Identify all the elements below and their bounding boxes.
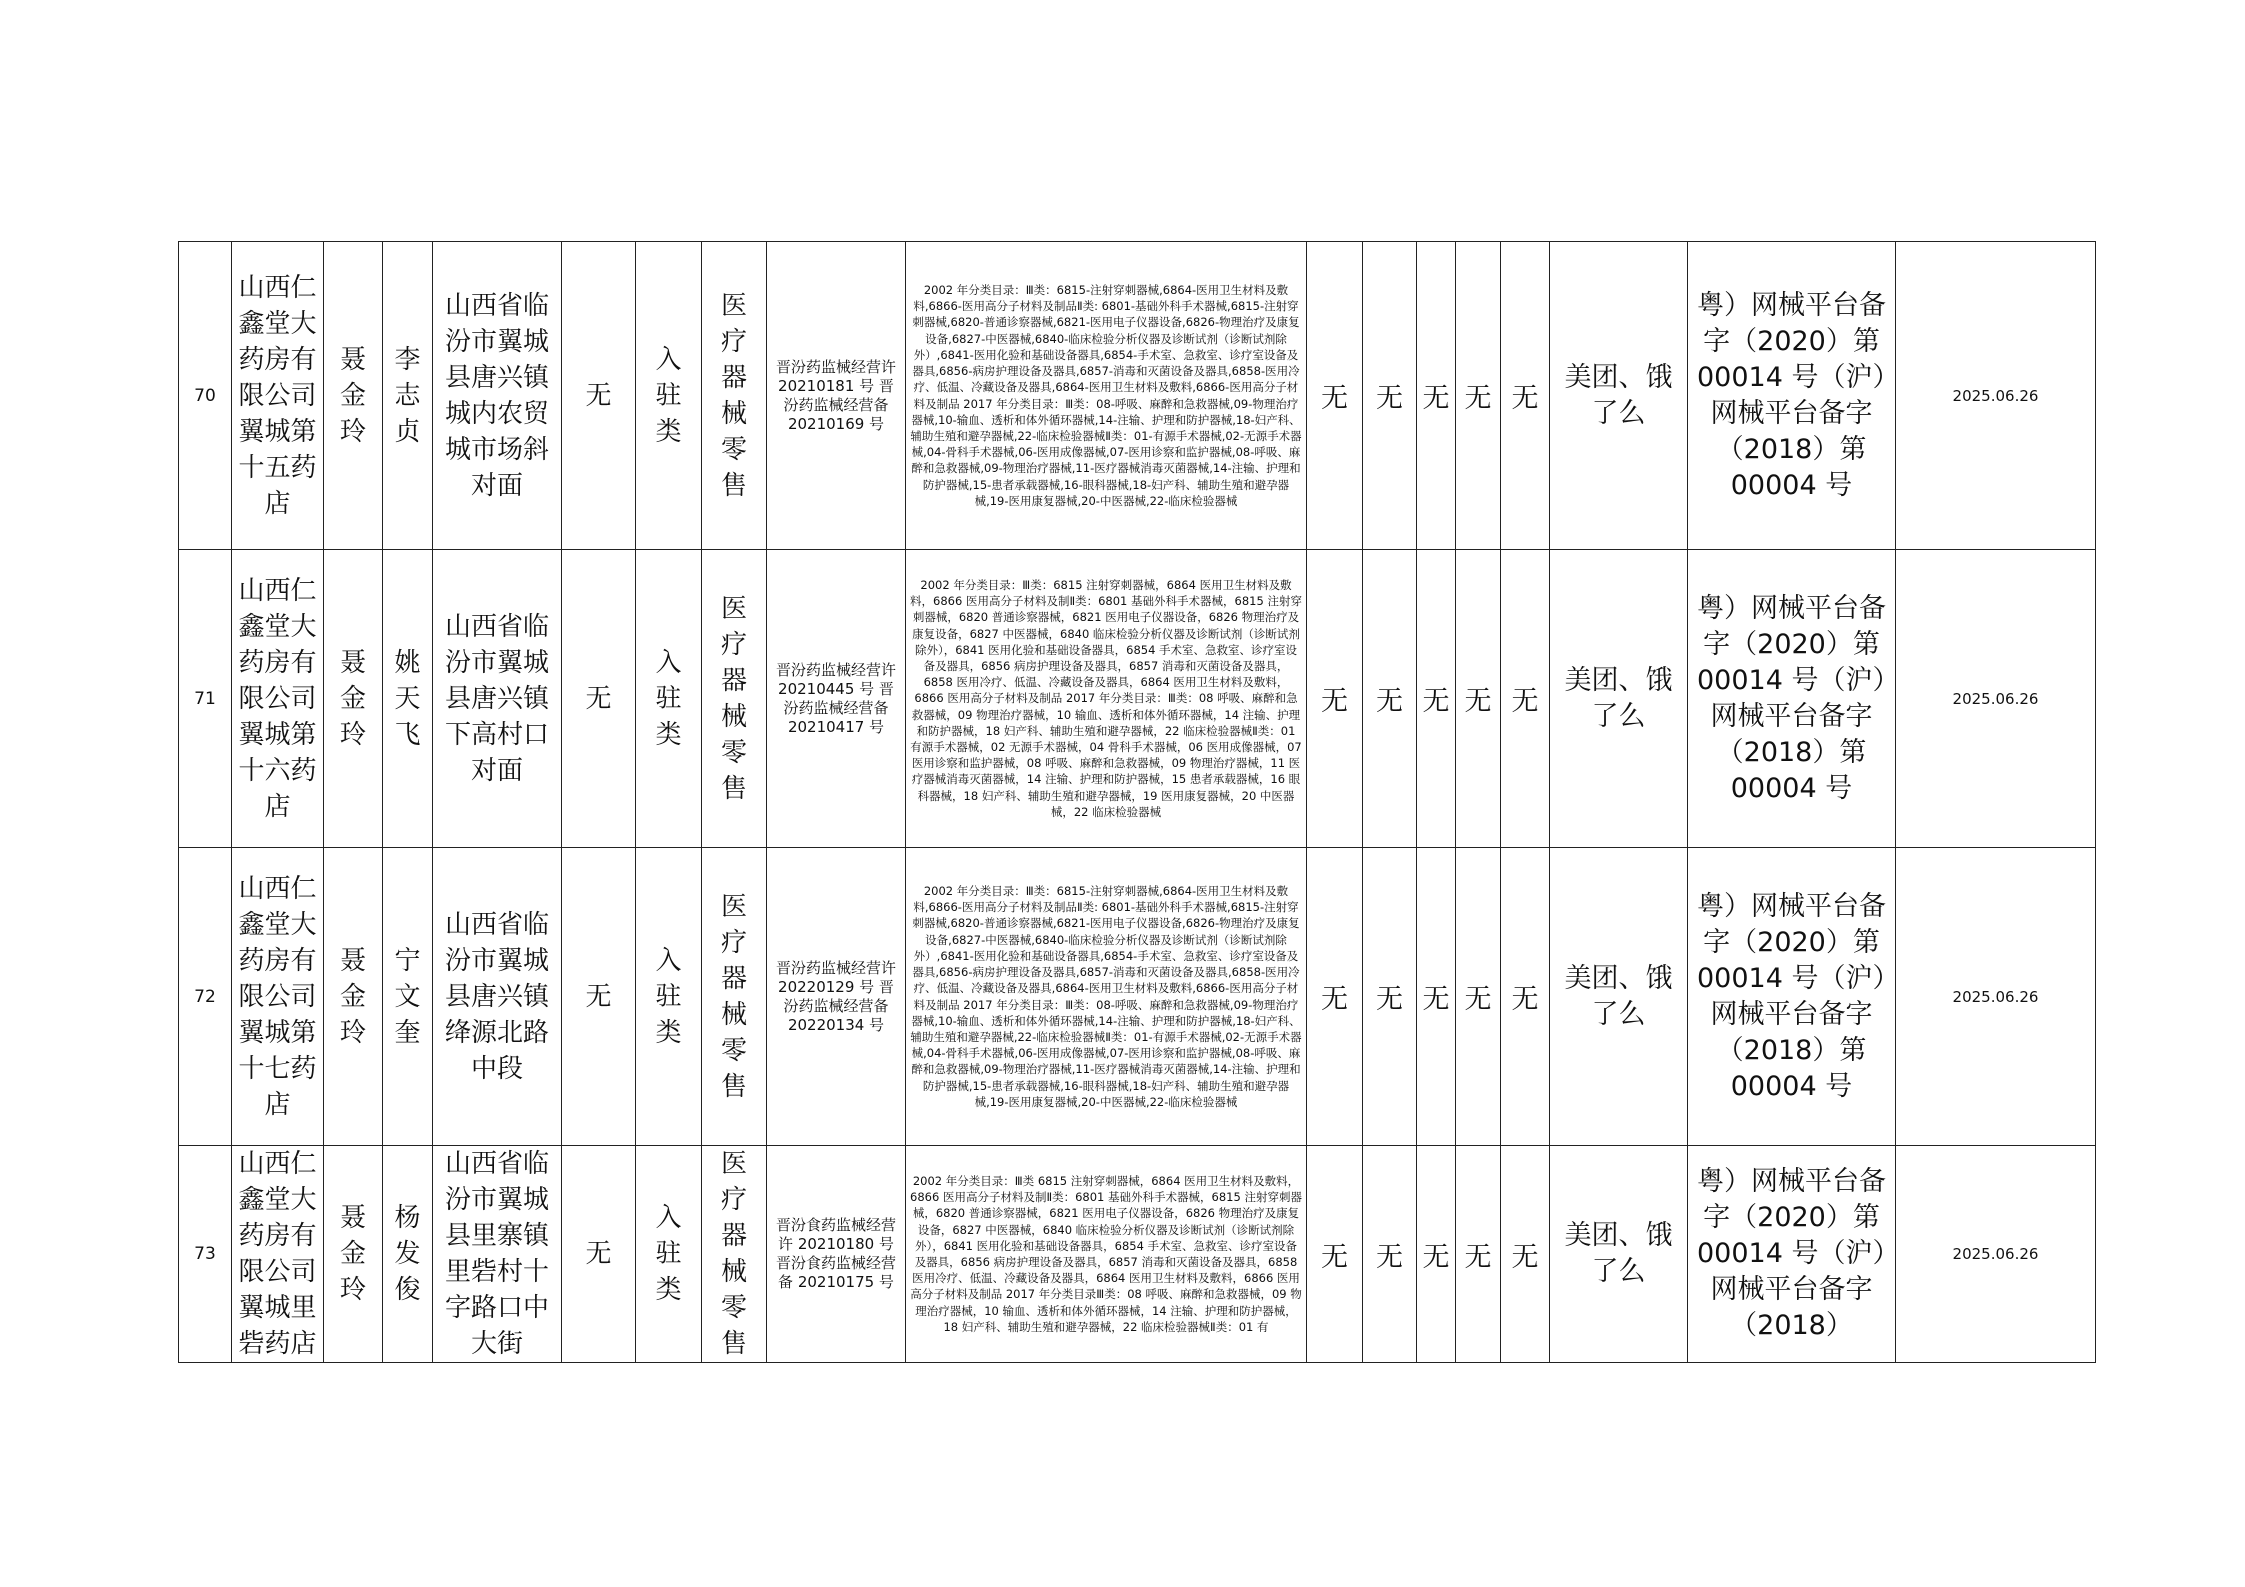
legal-representative: 聂金玲 — [324, 848, 383, 1146]
table-row — [179, 550, 2096, 848]
platform-record-numbers: 粤）网械平台备字（2020）第 00014 号（沪）网械平台备字（2018）第 00004 号 — [1688, 550, 1896, 848]
legal-representative: 聂金玲 — [324, 242, 383, 550]
address: 山西省临汾市翼城县唐兴镇下高村口对面 — [433, 550, 562, 848]
platform-names: 美团、饿了么 — [1550, 1146, 1688, 1363]
flag-4: 无 — [1456, 242, 1501, 550]
legal-representative: 聂金玲 — [324, 550, 383, 848]
platform-record-numbers: 粤）网械平台备字（2020）第 00014 号（沪）网械平台备字（2018）第 00004 号 — [1688, 848, 1896, 1146]
row-number: 71 — [179, 550, 232, 848]
address: 山西省临汾市翼城县唐兴镇绛源北路中段 — [433, 848, 562, 1146]
entry-type: 入驻类 — [636, 242, 702, 550]
table-row — [179, 848, 2096, 1146]
flag-2: 无 — [1363, 550, 1417, 848]
col5-value: 无 — [562, 550, 636, 848]
license-numbers: 晋汾药监械经营许 20210445 号 晋汾药监械经营备 20210417 号 — [767, 550, 906, 848]
entry-type: 入驻类 — [636, 848, 702, 1146]
business-category: 医疗器械零售 — [702, 1146, 767, 1363]
business-scope: 2002 年分类目录：Ⅲ类 6815 注射穿刺器械，6864 医用卫生材料及敷料，6866 医用高分子材料及制Ⅱ类：6801 基础外科手术器械，6815 注射穿刺器械，6820 普通诊察器械，6821 医用电子仪器设备，6826 物理治疗及康复设备，6827 中医器械，6840 临床检验分析仪器及诊断试剂（诊断试剂除外），6841 医用化验和基础设备器具，6854 手术室、急救室、诊疗室设备及器具，6856 病房护理设备及器具，6857 消毒和灭菌设备及器具，6858 医用冷疗、低温、冷藏设备及器具，6864 医用卫生材料及敷料，6866 医用高分子材料及制品 2017 年分类目录Ⅲ类：08 呼吸、麻醉和急救器械，09 物理治疗器械，10 输血、透析和体外循环器械，14 注输、护理和防护器械，18 妇产科、辅助生殖和避孕器械，22 临床检验器械Ⅱ类：01 有 — [906, 1146, 1307, 1363]
platform-record-numbers: 粤）网械平台备字（2020）第 00014 号（沪）网械平台备字（2018）第 00004 号 — [1688, 242, 1896, 550]
date: 2025.06.26 — [1896, 242, 2096, 550]
flag-5: 无 — [1501, 242, 1550, 550]
flag-2: 无 — [1363, 1146, 1417, 1363]
flag-4: 无 — [1456, 1146, 1501, 1363]
person-in-charge: 姚天飞 — [383, 550, 433, 848]
flag-5: 无 — [1501, 1146, 1550, 1363]
flag-5: 无 — [1501, 848, 1550, 1146]
platform-names: 美团、饿了么 — [1550, 848, 1688, 1146]
entry-type: 入驻类 — [636, 550, 702, 848]
address: 山西省临汾市翼城县唐兴镇城内农贸城市场斜对面 — [433, 242, 562, 550]
platform-record-numbers: 粤）网械平台备字（2020）第 00014 号（沪）网械平台备字（2018） — [1688, 1146, 1896, 1363]
license-numbers: 晋汾食药监械经营许 20210180 号晋汾食药监械经营备 20210175 号 — [767, 1146, 906, 1363]
date: 2025.06.26 — [1896, 848, 2096, 1146]
company-name: 山西仁鑫堂大药房有限公司翼城第十六药店 — [232, 550, 324, 848]
license-numbers: 晋汾药监械经营许 20210181 号 晋汾药监械经营备 20210169 号 — [767, 242, 906, 550]
col5-value: 无 — [562, 1146, 636, 1363]
flag-3: 无 — [1417, 848, 1456, 1146]
date: 2025.06.26 — [1896, 1146, 2096, 1363]
date: 2025.06.26 — [1896, 550, 2096, 848]
row-number: 72 — [179, 848, 232, 1146]
person-in-charge: 杨发俊 — [383, 1146, 433, 1363]
flag-4: 无 — [1456, 550, 1501, 848]
table-row — [179, 242, 2096, 550]
flag-3: 无 — [1417, 1146, 1456, 1363]
flag-3: 无 — [1417, 242, 1456, 550]
col5-value: 无 — [562, 848, 636, 1146]
flag-1: 无 — [1307, 848, 1363, 1146]
business-category: 医疗器械零售 — [702, 242, 767, 550]
business-scope: 2002 年分类目录：Ⅲ类：6815 注射穿刺器械，6864 医用卫生材料及敷料，6866 医用高分子材料及制Ⅱ类：6801 基础外科手术器械，6815 注射穿刺器械，6820 普通诊察器械，6821 医用电子仪器设备，6826 物理治疗及康复设备，6827 中医器械，6840 临床检验分析仪器及诊断试剂（诊断试剂除外），6841 医用化验和基础设备器具，6854 手术室、急救室、诊疗室设备及器具，6856 病房护理设备及器具，6857 消毒和灭菌设备及器具，6858 医用冷疗、低温、冷藏设备及器具，6864 医用卫生材料及敷料，6866 医用高分子材料及制品 2017 年分类目录：Ⅲ类：08 呼吸、麻醉和急救器械，09 物理治疗器械，10 输血、透析和体外循环器械，14 注输、护理和防护器械，18 妇产科、辅助生殖和避孕器械，22 临床检验器械Ⅱ类：01 有源手术器械，02 无源手术器械，04 骨科手术器械，06 医用成像器械，07 医用诊察和监护器械，08 呼吸、麻醉和急救器械，09 物理治疗器械，11 医疗器械消毒灭菌器械，14 注输、护理和防护器械，15 患者承载器械，16 眼科器械，18 妇产科、辅助生殖和避孕器械，19 医用康复器械，20 中医器械，22 临床检验器械 — [906, 550, 1307, 848]
flag-2: 无 — [1363, 242, 1417, 550]
legal-representative: 聂金玲 — [324, 1146, 383, 1363]
row-number: 70 — [179, 242, 232, 550]
record-table — [178, 241, 2096, 1363]
business-scope: 2002 年分类目录：Ⅲ类：6815-注射穿刺器械,6864-医用卫生材料及敷料,6866-医用高分子材料及制品Ⅱ类: 6801-基础外科手术器械,6815-注射穿刺器械,6820-普通诊察器械,6821-医用电子仪器设备,6826-物理治疗及康复设备,6827-中医器械,6840-临床检验分析仪器及诊断试剂（诊断试剂除外）,6841-医用化验和基础设备器具,6854-手术室、急救室、诊疗室设备及器具,6856-病房护理设备及器具,6857-消毒和灭菌设备及器具,6858-医用冷疗、低温、冷藏设备及器具,6864-医用卫生材料及敷料,6866-医用高分子材料及制品 2017 年分类目录：Ⅲ类：08-呼吸、麻醉和急救器械,09-物理治疗器械,10-输血、透析和体外循环器械,14-注输、护理和防护器械,18-妇产科、辅助生殖和避孕器械,22-临床检验器械Ⅱ类：01-有源手术器械,02-无源手术器械,04-骨科手术器械,06-医用成像器械,07-医用诊察和监护器械,08-呼吸、麻醉和急救器械,09-物理治疗器械,11-医疗器械消毒灭菌器械,14-注输、护理和防护器械,15-患者承载器械,16-眼科器械,18-妇产科、辅助生殖和避孕器械,19-医用康复器械,20-中医器械,22-临床检验器械 — [906, 242, 1307, 550]
business-category: 医疗器械零售 — [702, 550, 767, 848]
flag-5: 无 — [1501, 550, 1550, 848]
flag-1: 无 — [1307, 242, 1363, 550]
flag-1: 无 — [1307, 550, 1363, 848]
business-scope: 2002 年分类目录：Ⅲ类：6815-注射穿刺器械,6864-医用卫生材料及敷料,6866-医用高分子材料及制品Ⅱ类: 6801-基础外科手术器械,6815-注射穿刺器械,6820-普通诊察器械,6821-医用电子仪器设备,6826-物理治疗及康复设备,6827-中医器械,6840-临床检验分析仪器及诊断试剂（诊断试剂除外）,6841-医用化验和基础设备器具,6854-手术室、急救室、诊疗室设备及器具,6856-病房护理设备及器具,6857-消毒和灭菌设备及器具,6858-医用冷疗、低温、冷藏设备及器具,6864-医用卫生材料及敷料,6866-医用高分子材料及制品 2017 年分类目录：Ⅲ类：08-呼吸、麻醉和急救器械,09-物理治疗器械,10-输血、透析和体外循环器械,14-注输、护理和防护器械,18-妇产科、辅助生殖和避孕器械,22-临床检验器械Ⅱ类：01-有源手术器械,02-无源手术器械,04-骨科手术器械,06-医用成像器械,07-医用诊察和监护器械,08-呼吸、麻醉和急救器械,09-物理治疗器械,11-医疗器械消毒灭菌器械,14-注输、护理和防护器械,15-患者承载器械,16-眼科器械,18-妇产科、辅助生殖和避孕器械,19-医用康复器械,20-中医器械,22-临床检验器械 — [906, 848, 1307, 1146]
address: 山西省临汾市翼城县里寨镇里砦村十字路口中大街 — [433, 1146, 562, 1363]
col5-value: 无 — [562, 242, 636, 550]
business-category: 医疗器械零售 — [702, 848, 767, 1146]
company-name: 山西仁鑫堂大药房有限公司翼城第十五药店 — [232, 242, 324, 550]
flag-2: 无 — [1363, 848, 1417, 1146]
platform-names: 美团、饿了么 — [1550, 242, 1688, 550]
license-numbers: 晋汾药监械经营许 20220129 号 晋汾药监械经营备 20220134 号 — [767, 848, 906, 1146]
row-number: 73 — [179, 1146, 232, 1363]
flag-1: 无 — [1307, 1146, 1363, 1363]
flag-4: 无 — [1456, 848, 1501, 1146]
table-row — [179, 1146, 2096, 1363]
company-name: 山西仁鑫堂大药房有限公司翼城第十七药店 — [232, 848, 324, 1146]
entry-type: 入驻类 — [636, 1146, 702, 1363]
platform-names: 美团、饿了么 — [1550, 550, 1688, 848]
person-in-charge: 李志贞 — [383, 242, 433, 550]
person-in-charge: 宁文奎 — [383, 848, 433, 1146]
flag-3: 无 — [1417, 550, 1456, 848]
company-name: 山西仁鑫堂大药房有限公司翼城里砦药店 — [232, 1146, 324, 1363]
